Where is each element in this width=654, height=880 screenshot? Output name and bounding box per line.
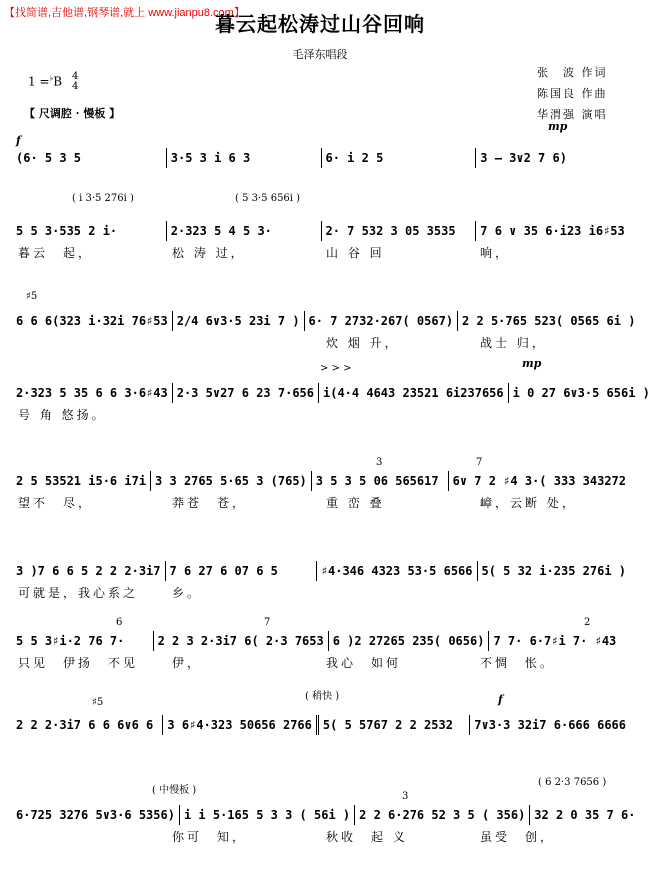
lyrics-row: [14, 494, 630, 510]
measure: 5( 5 32 i·235 276i ): [477, 561, 631, 581]
score-line-3: [0, 283, 640, 353]
key-signature: [28, 72, 78, 92]
lyric-text: [476, 584, 630, 600]
lyric-text: 重 峦 叠: [326, 496, 385, 510]
notation-row: [12, 631, 630, 651]
lyric-text: [322, 406, 476, 422]
measure: 3 )7 6 6 5 2 2 2·3i7: [16, 564, 161, 578]
score-line-5: [0, 443, 640, 513]
tempo-marking: 【 尺调腔 · 慢板 】: [24, 107, 121, 120]
notation-row: [12, 471, 630, 491]
lyric-text: 秋收 起 义: [326, 830, 408, 844]
lyrics-row: [14, 244, 630, 260]
annotation: ( 5 3·5 656i ): [235, 193, 301, 204]
measure: 7∨3·3 32i7 6·666 6666: [469, 715, 630, 735]
measure: 7 6 ∨ 35 6·i23 i6♯53: [475, 221, 630, 241]
annotation: mp: [548, 120, 568, 133]
measure: i(4·4 4643 23521 6i237656: [318, 383, 508, 403]
notation-row: [12, 383, 650, 403]
measure: 3 6♯4·323 50656 2766: [162, 715, 316, 735]
composer-credit: 陈国良 作曲: [537, 87, 608, 100]
lyric-text: [14, 171, 168, 187]
lyric-text: 我心 如何: [326, 656, 402, 670]
annotation: 7: [476, 457, 483, 468]
lyric-text: [476, 406, 630, 422]
notation-row: [12, 221, 630, 241]
lyrics-row: [14, 738, 630, 754]
time-signature: [72, 72, 78, 92]
score-line-4: [0, 355, 650, 425]
measure: 3·5 3 i 6 3: [166, 148, 321, 168]
lyric-text: 响，: [480, 246, 511, 260]
credits-block: [537, 62, 608, 125]
lyric-text: [14, 828, 168, 844]
measure: 2· 7 532 3 05 3535: [321, 221, 476, 241]
measure: 2 2 6·276 52 3 5 ( 356): [354, 805, 529, 825]
measure: 6· 7 2732·267( 0567): [304, 311, 458, 331]
measure: 5 5 3·535 2 i·: [16, 224, 118, 238]
meter-bottom: 4: [71, 81, 79, 92]
measure: 2·3 5∨27 6 23 7·656: [172, 383, 318, 403]
measure: 6· i 2 5: [321, 148, 476, 168]
annotation: ( 稍快 ): [305, 691, 340, 702]
annotation: ♯5: [26, 291, 38, 302]
annotation: 7: [264, 617, 271, 628]
lyric-text: [476, 738, 630, 754]
notation-row: [12, 805, 636, 825]
annotation: ( i 3·5 276i ): [72, 193, 134, 204]
site-watermark: 【找简谱,吉他谱,钢琴谱,就上 www.jianpu8.com】: [4, 7, 245, 19]
measure: 2 5 53521 i5·6 i7i: [16, 474, 147, 488]
lyric-text: 嶂，云断 处，: [480, 496, 577, 510]
lyric-text: 望不 尽，: [18, 496, 94, 510]
score-line-8: [0, 687, 640, 757]
lyric-text: 暮云 起，: [18, 246, 94, 260]
measure: (6· 5 3 5: [16, 151, 82, 165]
lyric-text: 号 角 悠扬。: [18, 408, 107, 422]
lyric-text: [168, 171, 322, 187]
lyric-text: [322, 584, 476, 600]
lyrics-row: [14, 584, 630, 600]
score-line-1: [0, 120, 640, 190]
measure: 3 5 3 5 06 565617: [311, 471, 448, 491]
lyric-text: 只见 伊扬 不见: [18, 656, 139, 670]
measure: i 0 27 6∨3·5 656i ): [508, 383, 654, 403]
lyric-text: 莽苍 苍，: [172, 496, 248, 510]
meter-top: 4: [71, 71, 79, 82]
lyrics-row: [14, 406, 630, 422]
annotation: 3: [402, 791, 409, 802]
measure: 2/4 6∨3·5 23i 7 ): [172, 311, 304, 331]
measure: 6 6 6(323 i·32i 76♯53: [16, 314, 168, 328]
measure: i i 5·165 5 3 3 ( 56i ): [179, 805, 354, 825]
lyric-text: [14, 738, 168, 754]
lyric-text: [168, 406, 322, 422]
lyric-text: [322, 171, 476, 187]
lyric-text: 不惆 怅。: [480, 656, 556, 670]
lyrics-row: [14, 654, 630, 670]
measure: 32 2 0 35 7 6·: [529, 805, 639, 825]
measure: 2 2 2·3i7 6 6 6∨6 6: [16, 718, 154, 732]
annotation: mp: [522, 357, 542, 370]
key-label: 1 =: [28, 74, 50, 89]
lyric-text: 可就是，我心系之: [18, 586, 139, 600]
lyric-text: [322, 738, 476, 754]
measure: 5( 5 5767 2 2 2532: [316, 715, 469, 735]
notation-row: [12, 311, 636, 331]
flat-sign: ♭: [49, 73, 54, 83]
lyric-text: 松 涛 过，: [172, 246, 246, 260]
lyric-text: [476, 171, 630, 187]
measure: 7 6 27 6 07 6 5: [165, 561, 316, 581]
key-note: B: [53, 74, 63, 89]
lyric-text: [168, 334, 322, 350]
measure: 6·725 3276 5∨3·6 5356): [16, 808, 175, 822]
measure: 6 )2 27265 235( 0656): [328, 631, 489, 651]
measure: 2 2 5·765 523( 0565 6i ): [457, 311, 639, 331]
lyric-text: 战士 归，: [480, 336, 547, 350]
lyric-text: 乡。: [172, 586, 203, 600]
annotation: 3: [376, 457, 383, 468]
measure: 3 3 2765 5·65 3 (765): [150, 471, 311, 491]
annotation: f: [16, 134, 21, 147]
lyric-text: 炊 烟 升，: [326, 336, 400, 350]
lyric-text: 虽受 创，: [480, 830, 556, 844]
annotation: ( 6 2·3 7656 ): [538, 777, 607, 788]
lyric-text: 伊，: [172, 656, 203, 670]
lyricist-credit: 张 波 作词: [537, 66, 608, 79]
measure: 2·323 5 35 6 6 3·6♯43: [16, 386, 168, 400]
measure: 3 – 3∨2 7 6): [475, 148, 630, 168]
annotation: ♯5: [92, 697, 104, 708]
measure: 7 7· 6·7♯i 7· ♯43: [488, 631, 630, 651]
measure: ♯4·346 4323 53·5 6566: [316, 561, 477, 581]
song-title: 暮云起松涛过山谷回响: [215, 12, 425, 36]
lyrics-row: [14, 334, 630, 350]
measure: 6∨ 7 2 ♯4 3·( 333 343272: [448, 471, 630, 491]
notation-row: [12, 561, 630, 581]
score-line-6: [0, 533, 640, 603]
lyrics-row: [14, 171, 630, 187]
measure: 5 5 3♯i·2 76 7·: [16, 634, 125, 648]
lyric-text: 你可 知，: [172, 830, 248, 844]
annotation: > > >: [320, 363, 352, 374]
notation-row: [12, 715, 630, 735]
annotation: 2: [584, 617, 591, 628]
lyric-text: [14, 334, 168, 350]
annotation: f: [498, 693, 503, 706]
notation-row: [12, 148, 630, 168]
lyrics-row: [14, 828, 630, 844]
measure: 2 2 3 2·3i7 6( 2·3 7653: [153, 631, 328, 651]
score-line-9: [0, 777, 640, 847]
annotation: ( 中慢板 ): [152, 785, 197, 796]
performer-credit: 华渭强 演唱: [537, 108, 608, 121]
lyric-text: [168, 738, 322, 754]
song-subtitle: 毛泽东唱段: [292, 48, 348, 61]
lyric-text: 山 谷 回: [326, 246, 385, 260]
score-line-7: [0, 603, 640, 673]
measure: 2·323 5 4 5 3·: [166, 221, 321, 241]
score-line-2: [0, 193, 640, 263]
annotation: 6: [116, 617, 123, 628]
